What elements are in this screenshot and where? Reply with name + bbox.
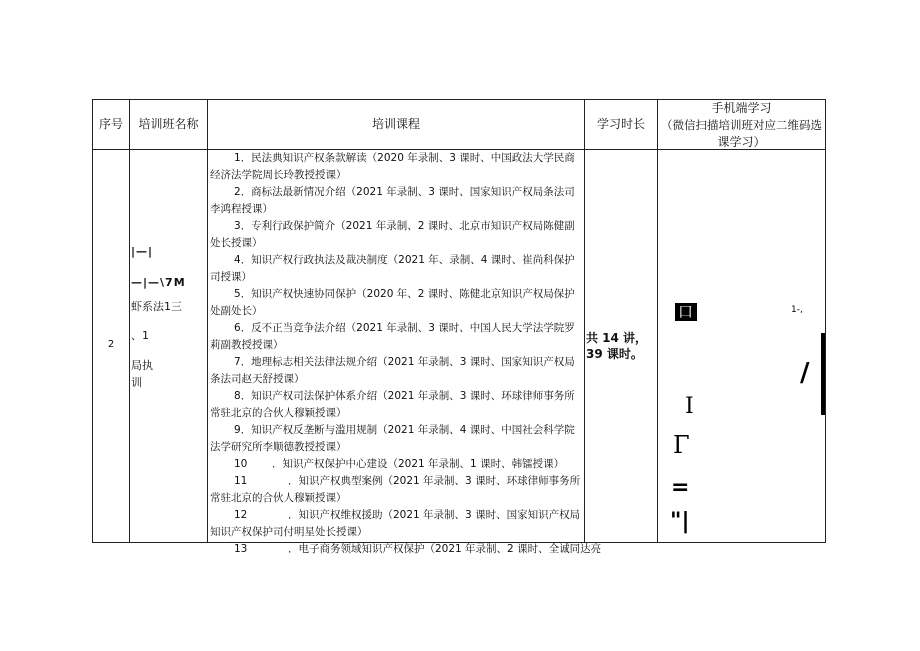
header-seq: 序号 bbox=[98, 117, 123, 131]
course-list bbox=[210, 150, 602, 555]
qr-fragment-quote-bar: "| bbox=[670, 509, 690, 534]
table-left-border bbox=[92, 99, 93, 543]
header-class-name: 培训班名称 bbox=[138, 117, 199, 131]
course-item: 1．民法典知识产权条款解读（2020 年录制、3 课时、中国政法大学民商 经济法学院周长玲教授授课） bbox=[210, 152, 575, 181]
course-item: 11 ．知识产权典型案例（2021 年录制、3 课时、环球律师事务所 常驻北京的合伙人穆颖授课） bbox=[210, 475, 581, 504]
header-duration: 学习时长 bbox=[596, 117, 645, 131]
qr-fragment-vbar bbox=[821, 333, 825, 415]
col-divider-3 bbox=[584, 99, 585, 543]
course-item: 5．知识产权快速协同保护（2020 年、2 课时、陈健北京知识产权局保护 处副处长） bbox=[210, 288, 575, 317]
qr-fragment-equals: = bbox=[671, 475, 690, 500]
qr-fragment-slash: / bbox=[800, 358, 810, 388]
class-name-line: 、1 bbox=[131, 328, 149, 342]
course-item: 10 ．知识产权保护中心建设（2021 年录制、1 课时、韩镭授课） bbox=[234, 458, 565, 470]
col-divider-1 bbox=[129, 99, 130, 543]
class-name-line: 虾系法1三 bbox=[131, 300, 182, 313]
course-item: 3．专利行政保护简介（2021 年录制、2 课时、北京市知识产权局陈健副 处长授课） bbox=[210, 220, 575, 249]
duration-line2: 39 课时。 bbox=[586, 347, 643, 361]
col-divider-2 bbox=[207, 99, 208, 543]
qr-fragment-bar1: I bbox=[685, 394, 694, 419]
qr-code-area bbox=[658, 150, 825, 542]
class-name-line: 局执 bbox=[131, 359, 153, 372]
header-mobile-line1: 手机端学习 bbox=[711, 101, 772, 115]
class-name-cell bbox=[131, 244, 205, 391]
header-mobile-line2: （微信扫描培训班对应二维码选 bbox=[661, 118, 822, 132]
qr-fragment-top-right: 1-, bbox=[791, 305, 803, 315]
header-mobile-line3: 课学习） bbox=[717, 135, 766, 149]
table-right-border bbox=[825, 99, 826, 543]
course-item: 8．知识产权司法保护体系介绍（2021 年录制、3 课时、环球律师事务所 常驻北京的合伙人穆颖授课） bbox=[210, 390, 575, 419]
course-item: 4．知识产权行政执法及裁决制度（2021 年、录制、4 课时、崔尚科保护 司授课） bbox=[210, 254, 575, 283]
course-item: 6．反不正当竞争法介绍（2021 年录制、3 课时、中国人民大学法学院罗 莉副教授授课） bbox=[210, 322, 575, 351]
qr-fragment-gamma: Γ bbox=[673, 431, 690, 459]
qr-fragment-box-glyph: 口 bbox=[678, 303, 694, 321]
course-item: 7．地理标志相关法律法规介绍（2021 年录制、3 课时、国家知识产权局 条法司赵天舒授课） bbox=[210, 356, 575, 385]
row-seq: 2 bbox=[107, 339, 115, 350]
course-item: 2．商标法最新情况介绍（2021 年录制、3 课时、国家知识产权局条法司 李鸿程授课） bbox=[210, 186, 575, 215]
header-course: 培训课程 bbox=[371, 117, 420, 131]
duration-line1: 共 14 讲， bbox=[586, 331, 648, 345]
course-item: 9．知识产权反垄断与滥用规制（2021 年录制、4 课时、中国社会科学院 法学研究所李顺德教授授课） bbox=[210, 424, 575, 453]
course-item: 12 ．知识产权维权援助（2021 年录制、3 课时、国家知识产权局 知识产权保护司付明星处长授课） bbox=[210, 509, 581, 538]
duration-cell bbox=[586, 330, 658, 362]
class-name-line: 训 bbox=[131, 375, 142, 389]
class-name-line: —|—\7M bbox=[131, 275, 186, 289]
header-mobile bbox=[658, 100, 825, 151]
class-name-line: |—| bbox=[131, 245, 154, 258]
course-item: 13 ．电子商务领域知识产权保护（2021 年录制、2 课时、全诚同达亮 bbox=[234, 543, 602, 555]
